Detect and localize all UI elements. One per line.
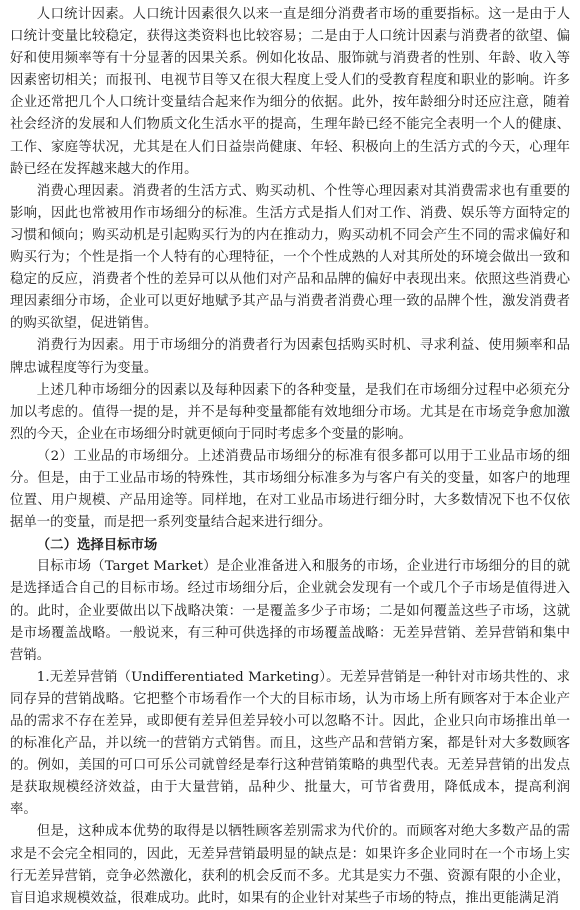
paragraph-variables-summary: 上述几种市场细分的因素以及每种因素下的各种变量，是我们在市场细分过程中必须充分加以考虑的。值得一提的是，并不是每种变量都能有效地细分市场。尤其是在市场竞争愈加激烈的今天，企业在市场细分时就更倾向于同时考虑多个变量的影响。 <box>10 382 570 442</box>
paragraph-undifferentiated-marketing: 1.无差异营销（Undifferentiated Marketing）。无差异营销是一种针对市场共性的、求同存异的营销战略。它把整个市场看作一个大的目标市场，认为市场上所有顾客对于本企业产品的需求不存在差异，或即便有差异但差异较小可以忽略不计。因此，企业只向市场推出单一的标准化产品，并以统一的营销方式销售。而且，这些产品和营销方案，都是针对大多数顾客的。例如，美国的可口可乐公司就曾经是奉行这种营销策略的典型代表。无差异营销的出发点是获取规模经济效益，由于大量营销，品种少、批量大，可节省费用，降低成本，提高利润率。 <box>10 669 570 818</box>
paragraph-undifferentiated-drawbacks: 但是，这种成本优势的取得是以牺牲顾客差别需求为代价的。而顾客对绝大多数产品的需求是不会完全相同的，因此，无差异营销最明显的缺点是：如果许多企业同时在一个市场上实行无差异营销，竞争必然激化，获利的机会反而不多。尤其是实力不强、资源有限的小企业，盲目追求规模效益，很难成功。此时，如果有的企业针对某些子市场的特点，推出更能满足消 <box>10 824 570 906</box>
paragraph-behavioral-factors: 消费行为因素。用于市场细分的消费者行为因素包括购买时机、寻求利益、使用频率和品牌忠诚程度等行为变量。 <box>10 338 570 376</box>
section-heading-target-market: （二）选择目标市场 <box>36 537 158 554</box>
paragraph-industrial-segmentation: （2）工业品的市场细分。上述消费品市场细分的标准有很多都可以用于工业品市场的细分。但是，由于工业品市场的特殊性，其市场细分标准多为与客户有关的变量，如客户的地理位置、用户规模、产品用途等。同样地，在对工业品市场进行细分时，大多数情况下也不仅依据单一的变量，而是把一系列变量结合起来进行细分。 <box>10 448 570 531</box>
paragraph-target-market: 目标市场（Target Market）是企业准备进入和服务的市场，企业进行市场细分的目的就是选择适合自己的目标市场。经过市场细分后，企业就会发现有一个或几个子市场是值得进入的。此时，企业要做出以下战略决策：一是覆盖多少子市场；二是如何覆盖这些子市场，这就是市场覆盖战略。一般说来，有三种可供选择的市场覆盖战略：无差异营销、差异营销和集中营销。 <box>10 559 570 663</box>
paragraph-psychological-factors: 消费心理因素。消费者的生活方式、购买动机、个性等心理因素对其消费需求也有重要的影响，因此也常被用作市场细分的标准。生活方式是指人们对工作、消费、娱乐等方面特定的习惯和倾向；购买动机是引起购买行为的内在推动力，购买动机不同会产生不同的需求偏好和购买行为；个性是指一个人特有的心理特征，一个个性成熟的人对其所处的环境会做出一致和稳定的反应，消费者个性的差异可以从他们对产品和品牌的偏好中表现出来。依照这些消费心理因素细分市场，企业可以更好地赋予其产品与消费者消费心理一致的品牌个性，激发消费者的购买欲望，促进销售。 <box>10 183 570 332</box>
paragraph-demographic-factors: 人口统计因素。人口统计因素很久以来一直是细分消费者市场的重要指标。这一是由于人口统计变量比较稳定，获得这类资料也比较容易；二是由于人口统计因素与消费者的欲望、偏好和使用频率等有十分显著的因果关系。例如化妆品、服饰就与消费者的性别、年龄、收入等因素密切相关；而报刊、电视节目等又在很大程度上受人们的受教育程度和职业的影响。许多企业还常把几个人口统计变量结合起来作为细分的依据。此外，按年龄细分时还应注意，随着社会经济的发展和人们物质文化生活水平的提高，生理年龄已经不能完全表明一个人的健康、工作、家庭等状况，尤其是在人们日益崇尚健康、年轻、积极向上的生活方式的今天，心理年龄已经在发挥越来越大的作用。 <box>10 7 570 177</box>
